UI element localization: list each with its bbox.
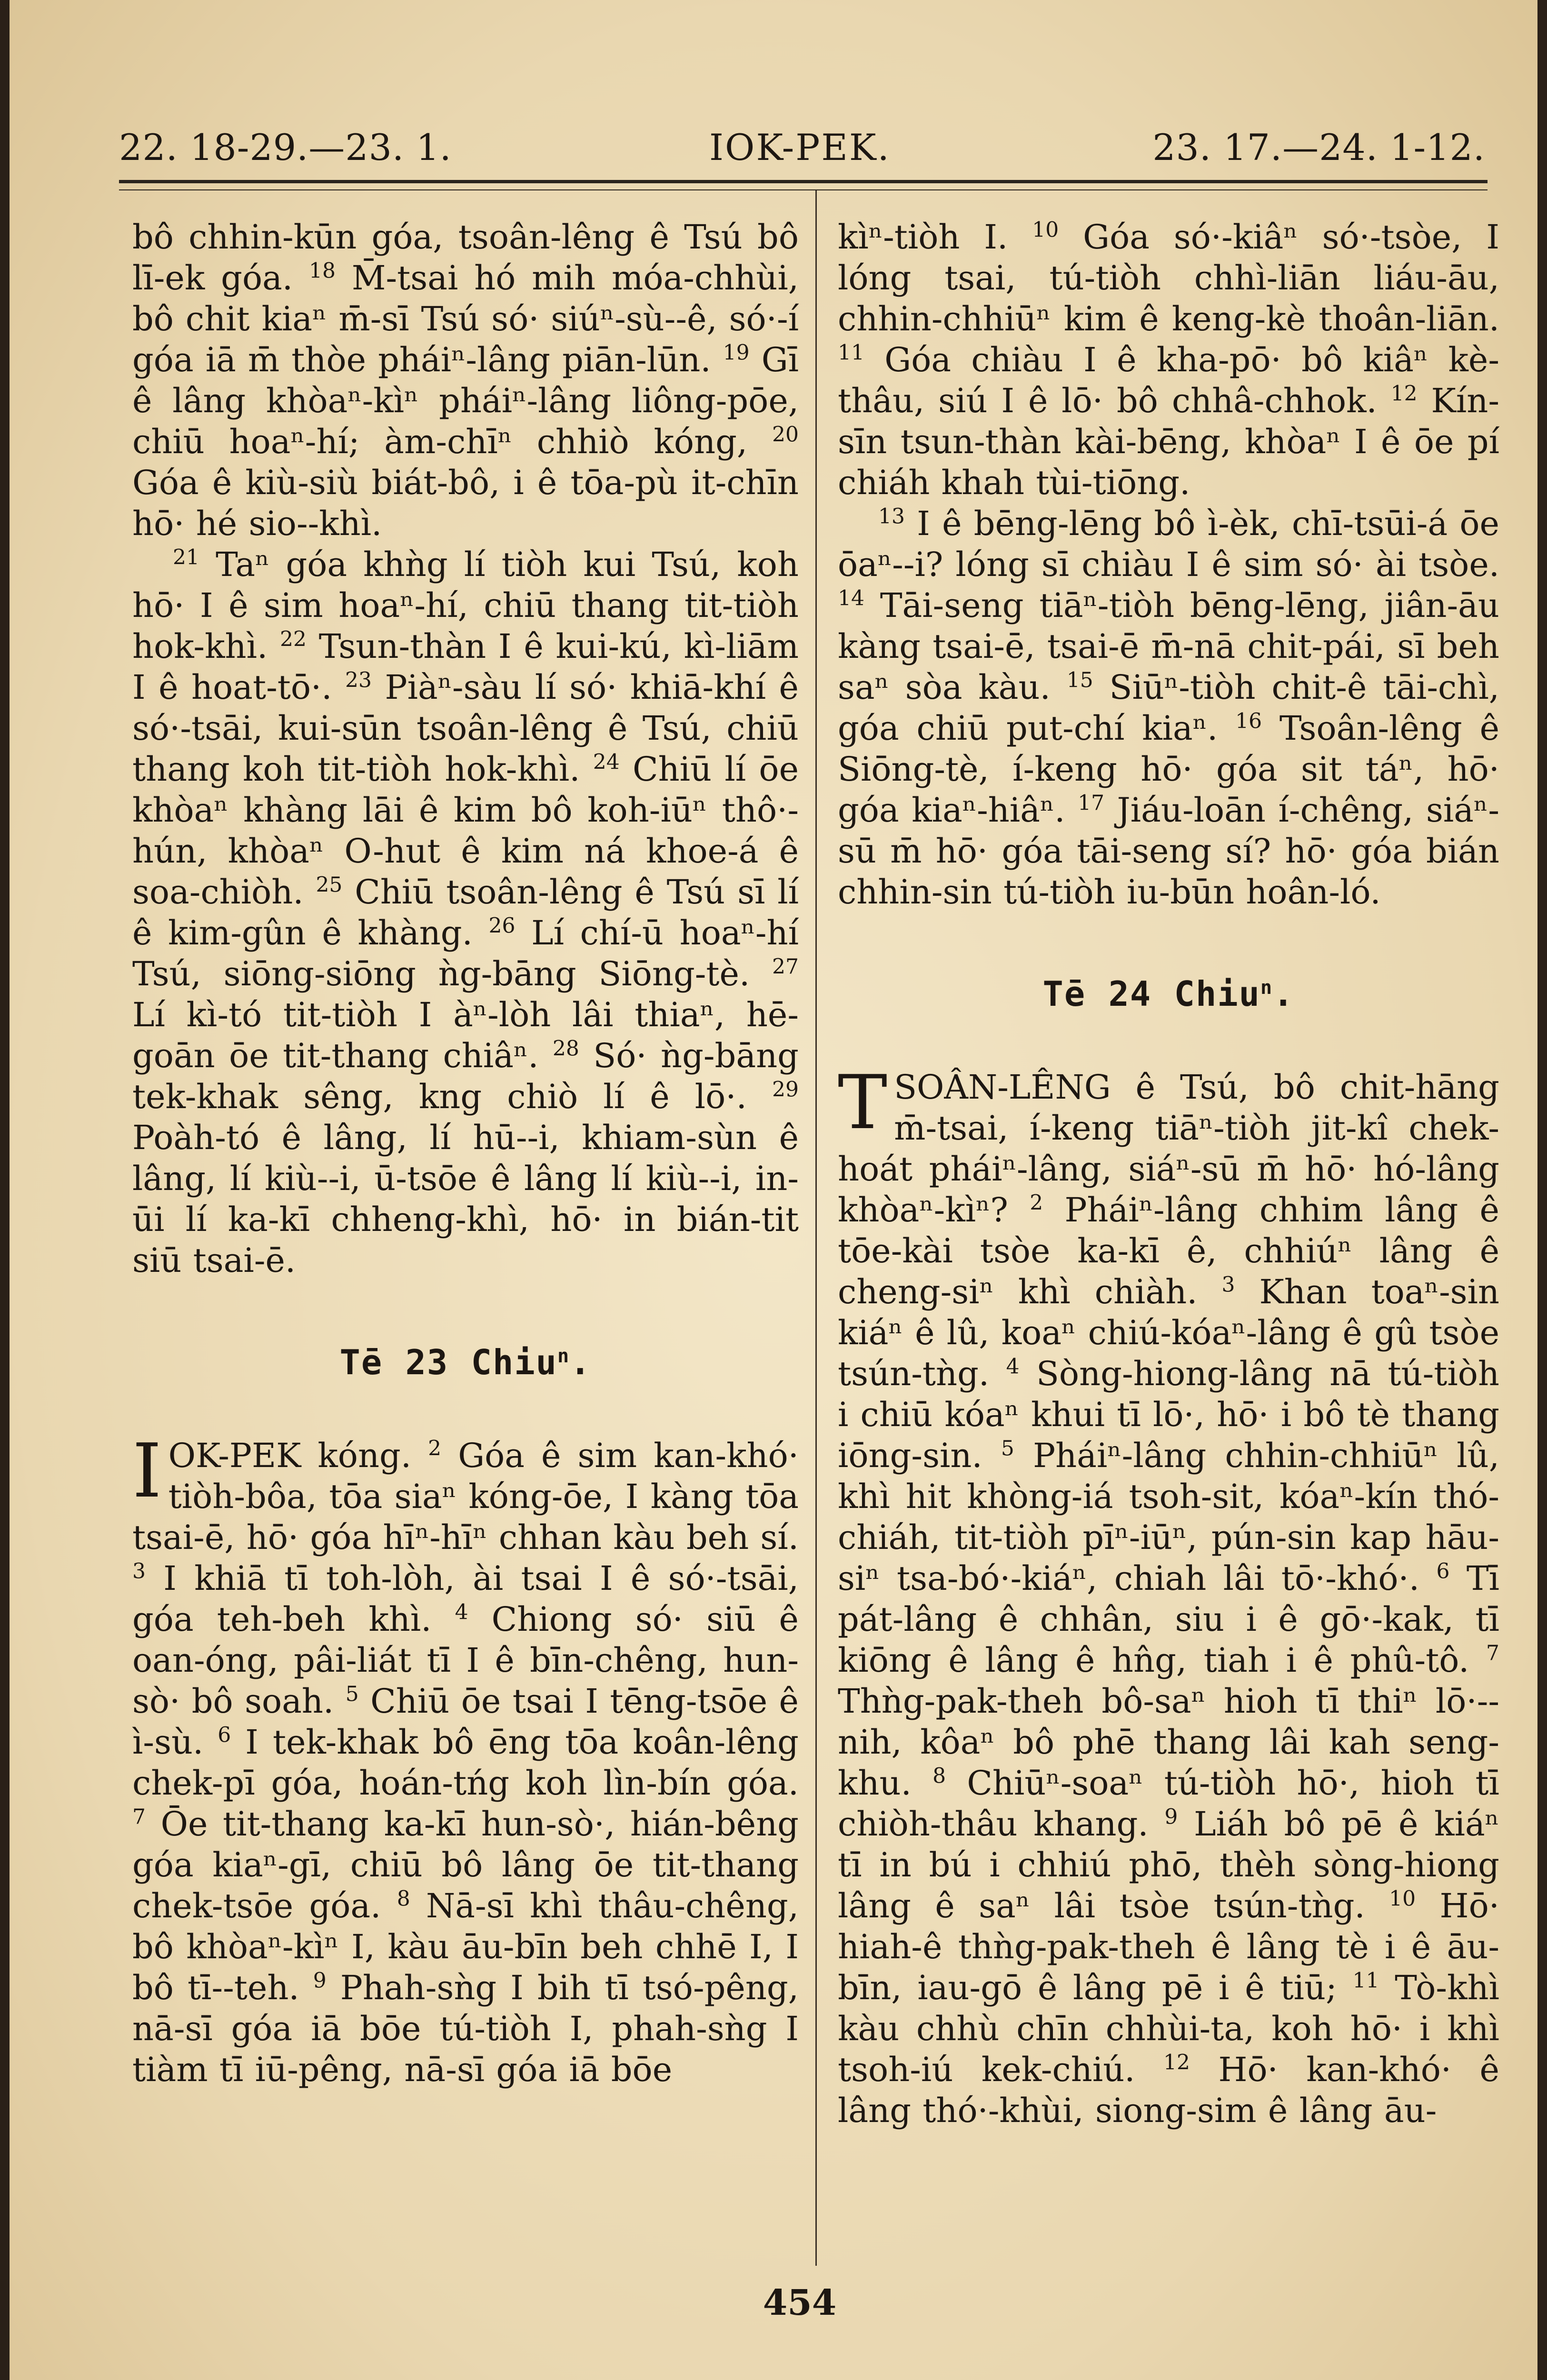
verse-number: 20: [772, 422, 799, 447]
verse-number: 9: [313, 1968, 327, 1993]
verse-text: Chiū tsoân-lêng ê Tsú sī lí ê kim-gûn ê khàng.: [132, 873, 799, 952]
verse-text: Kín-sīn tsun-thàn kài-bēng, khòaⁿ I ê ōe pí chiáh khah tùi-tiōng.: [838, 381, 1499, 502]
verse-text: Chiū lí ōe khòaⁿ khàng lāi ê kim bô koh-iūⁿ thô·-hún, khòaⁿ O-hut ê kim ná khoe-á ê soa-chiòh.: [132, 750, 799, 912]
verse-text: Tāi-seng tiāⁿ-tiòh bēng-lēng, jiân-āu kàng tsai-ē, tsai-ē m̄-nā chit-pái, sī beh saⁿ sòa kàu.: [838, 586, 1499, 707]
verse-number: 19: [723, 340, 750, 365]
header-rule-thin: [119, 189, 1488, 190]
verse-number: 10: [1032, 218, 1059, 242]
verse-number: 4: [455, 1600, 468, 1625]
running-head: [10, 126, 1537, 178]
verse-number: 29: [772, 1077, 799, 1102]
verse-number: 11: [1352, 1968, 1379, 1993]
paragraph: [838, 1059, 1499, 2131]
paragraph: [838, 217, 1499, 503]
left-column: [132, 217, 799, 2090]
paragraph: [132, 217, 799, 544]
header-rule-thick: [119, 180, 1488, 183]
verse-text: Sòng-hiong-lâng nā tú-tiòh i chiū kóaⁿ khui tī lō·, hō· i bô tè thang iōng-sin.: [838, 1354, 1499, 1475]
verse-number: 16: [1235, 709, 1262, 734]
verse-text: Tī pát-lâng ê chhân, siu i ê gō·-kak, tī kiōng ê lâng ê hn̂g, tiah i ê phû-tô.: [838, 1559, 1499, 1680]
paragraph: [838, 503, 1499, 912]
verse-text: Lí kì-tó tit-tiòh I àⁿ-lòh lâi thiaⁿ, hē-goān ōe tit-thang chiâⁿ.: [132, 995, 799, 1075]
page-number: 454: [763, 2282, 837, 2323]
verse-text: I ê bēng-lēng bô ì-èk, chī-tsūi-á ōe ōaⁿ--i? lóng sī chiàu I ê sim só· ài tsòe.: [838, 504, 1499, 584]
verse-number: 12: [1163, 2050, 1190, 2075]
verse-number: 13: [878, 504, 905, 529]
drop-cap: T: [838, 1059, 888, 1146]
verse-text: SOÂN-LÊNG ê Tsú, bô chit-hāng m̄-tsai, í-keng tiāⁿ-tiòh jit-kî chek-hoát pháiⁿ-lâng, siáⁿ-sū m̄ hō· hó-lâng khòaⁿ-kìⁿ?: [838, 1068, 1499, 1230]
chapter-heading-24: [838, 967, 1499, 1014]
verse-number: 26: [488, 913, 516, 938]
verse-number: 5: [345, 1682, 359, 1706]
verse-number: 23: [345, 668, 372, 693]
verse-text: I khiā tī toh-lòh, ài tsai I ê só·-tsāi, góa teh-beh khì.: [132, 1559, 799, 1639]
book-page: [10, 0, 1537, 2380]
verse-number: 3: [132, 1559, 146, 1584]
verse-number: 9: [1164, 1805, 1178, 1829]
running-head-left-ref: 22. 18-29.—23. 1.: [119, 126, 452, 169]
running-head-right-ref: 23. 17.—24. 1-12.: [1152, 126, 1485, 169]
verse-number: 8: [932, 1764, 946, 1788]
verse-text: Lí chí-ū hoaⁿ-hí Tsú, siōng-siōng ǹg-bāng Siōng-tè.: [132, 913, 799, 993]
verse-text: Nā-sī khì thâu-chêng, bô khòaⁿ-kìⁿ I, kàu āu-bīn beh chhē I, I bô tī--teh.: [132, 1886, 799, 2007]
verse-text: Poàh-tó ê lâng, lí hū--i, khiam-sùn ê lâng, lí kiù--i, ū-tsōe ê lâng lí kiù--i, in-ūi lí ka-kī chheng-khì, hō· in bián-tit siū tsai-ē.: [132, 1118, 799, 1280]
verse-text: Só· ǹg-bāng tek-khak sêng, kng chiò lí ê lō·.: [132, 1036, 799, 1116]
verse-text: Liáh bô pē ê kiáⁿ tī in bú i chhiú phō, thèh sòng-hiong lâng ê saⁿ lâi tsòe tsún-tǹg.: [838, 1805, 1499, 1925]
verse-text: Jiáu-loān í-chêng, siáⁿ-sū m̄ hō· góa tāi-seng sí? hō· góa bián chhin-sin tú-tiòh iu-būn hoân-ló.: [838, 791, 1499, 912]
verse-text: Pháiⁿ-lâng chhin-chhiūⁿ lû, khì hit khòng-iá tsoh-sit, kóaⁿ-kín thó-chiáh, tit-tiòh pīⁿ-iūⁿ, pún-sin kap hāu-siⁿ tsa-bó·-kiáⁿ, chiah lâi tō·-khó·.: [838, 1436, 1499, 1598]
verse-text: Chiong só· siū ê oan-óng, pâi-liát tī I ê bīn-chêng, hun-sò· bô soah.: [132, 1600, 799, 1721]
verse-text: Phah-sǹg I bih tī tsó-pêng, nā-sī góa iā bōe tú-tiòh I, phah-sǹg I tiàm tī iū-pêng, nā-sī góa iā bōe: [132, 1968, 799, 2089]
verse-text: Thǹg-pak-theh bô-saⁿ hioh tī thiⁿ lō·--nih, kôaⁿ bô phē thang lâi kah seng-khu.: [838, 1682, 1499, 1803]
verse-number: 2: [428, 1436, 442, 1461]
verse-text: Khan toaⁿ-sin kiáⁿ ê lû, koaⁿ chiú-kóaⁿ-lâng ê gû tsòe tsún-tǹg.: [838, 1272, 1499, 1393]
verse-text: Chiū ōe tsai I tēng-tsōe ê ì-sù.: [132, 1682, 799, 1762]
verse-text: Hō· hiah-ê thǹg-pak-theh ê lâng tè i ê āu-bīn, iau-gō ê lâng pē i ê tiū;: [838, 1886, 1499, 2007]
verse-text: Góa ê sim kan-khó· tiòh-bôa, tōa siaⁿ kóng-ōe, I kàng tōa tsai-ē, hō· góa hīⁿ-hīⁿ chhan kàu beh sí.: [132, 1436, 799, 1557]
verse-number: 24: [593, 750, 620, 774]
verse-text: bô chhin-kūn góa, tsoân-lêng ê Tsú bô lī-ek góa.: [132, 218, 799, 298]
chapter-heading-text: Tē 24 Chiu: [1042, 974, 1261, 1014]
chapter-heading-text: Tē 23 Chiu: [339, 1342, 558, 1382]
verse-text: Pháiⁿ-lâng chhim lâng ê tōe-kài tsòe ka-kī ê, chhiúⁿ lâng ê cheng-siⁿ khì chiàh.: [838, 1190, 1499, 1311]
verse-number: 6: [1436, 1559, 1450, 1584]
verse-number: 8: [397, 1886, 410, 1911]
column-divider: [815, 190, 817, 2266]
paragraph: [132, 544, 799, 1281]
chapter-heading-sup: n: [557, 1345, 570, 1367]
verse-text: Gī ê lâng khòaⁿ-kìⁿ pháiⁿ-lâng liông-pōe, chiū hoaⁿ-hí; àm-chīⁿ chhiò kóng,: [132, 340, 799, 461]
chapter-heading-sup: n: [1260, 977, 1273, 999]
verse-text: Tsoân-lêng ê Siōng-tè, í-keng hō· góa sit táⁿ, hō· góa kiaⁿ-hiâⁿ.: [838, 709, 1499, 830]
chapter-heading-23: [132, 1336, 799, 1383]
verse-number: 4: [1006, 1354, 1020, 1379]
verse-number: 11: [838, 340, 864, 365]
verse-text: Taⁿ góa khǹg lí tiòh kui Tsú, koh hō· I ê sim hoaⁿ-hí, chiū thang tit-tiòh hok-khì.: [132, 545, 799, 666]
chapter-heading-dot: .: [1273, 974, 1295, 1014]
verse-number: 27: [772, 954, 799, 979]
verse-text: Góa ê kiù-siù biát-bô, i ê tōa-pù it-chīn hō· hé sio--khì.: [132, 463, 799, 543]
verse-text: Góa chiàu I ê kha-pō· bô kiâⁿ kè-thâu, siú I ê lō· bô chhâ-chhok.: [838, 340, 1499, 420]
paragraph: [132, 1428, 799, 2090]
verse-number: 7: [132, 1805, 146, 1829]
verse-number: 18: [308, 258, 336, 283]
right-column: [838, 217, 1499, 2131]
verse-text: Tsun-thàn I ê kui-kú, kì-liām I ê hoat-tō·.: [132, 627, 799, 707]
verse-number: 3: [1221, 1272, 1235, 1297]
verse-text: kìⁿ-tiòh I.: [838, 218, 1008, 257]
verse-text: Hō· kan-khó· ê lâng thó·-khùi, siong-sim ê lâng āu-: [838, 2050, 1499, 2130]
verse-text: M̄-tsai hó mih móa-chhùi, bô chit kiaⁿ m̄-sī Tsú só· siúⁿ-sù--ê, só·-í góa iā m̄ thòe pháiⁿ-lâng piān-lūn.: [132, 258, 799, 379]
verse-number: 17: [1078, 791, 1105, 815]
verse-text: Ōe tit-thang ka-kī hun-sò·, hián-bêng góa kiaⁿ-gī, chiū bô lâng ōe tit-thang chek-tsōe góa.: [132, 1805, 799, 1925]
verse-text: OK-PEK kóng.: [168, 1436, 412, 1475]
verse-number: 25: [316, 873, 343, 897]
verse-number: 22: [280, 627, 307, 652]
verse-number: 12: [1390, 381, 1418, 406]
verse-text: Siūⁿ-tiòh chit-ê tāi-chì, góa chiū put-chí kiaⁿ.: [838, 668, 1499, 748]
running-head-title: IOK-PEK.: [709, 126, 891, 169]
verse-text: Góa só·-kiâⁿ só·-tsòe, I lóng tsai, tú-tiòh chhì-liān liáu-āu, chhin-chhiūⁿ kim ê keng-kè thoân-liān.: [838, 218, 1499, 338]
verse-text: Chiūⁿ-soaⁿ tú-tiòh hō·, hioh tī chiòh-thâu khang.: [838, 1764, 1499, 1844]
verse-number: 21: [173, 545, 199, 570]
verse-number: 6: [218, 1723, 231, 1747]
verse-number: 10: [1389, 1886, 1416, 1911]
verse-number: 28: [552, 1036, 579, 1061]
verse-text: Tò-khì kàu chhù chīn chhùi-ta, koh hō· i khì tsoh-iú kek-chiú.: [838, 1968, 1499, 2089]
chapter-heading-dot: .: [570, 1342, 592, 1382]
verse-text: Piàⁿ-sàu lí só· khiā-khí ê só·-tsāi, kui-sūn tsoân-lêng ê Tsú, chiū thang koh tit-tiòh hok-khì.: [132, 668, 799, 789]
verse-number: 7: [1486, 1641, 1499, 1666]
verse-number: 2: [1030, 1190, 1043, 1215]
verse-number: 14: [838, 586, 864, 611]
verse-number: 5: [1001, 1436, 1014, 1461]
verse-number: 15: [1066, 668, 1093, 693]
drop-cap: I: [132, 1428, 162, 1514]
verse-text: I tek-khak bô ēng tōa koân-lêng chek-pī góa, hoán-tńg koh lìn-bín góa.: [132, 1723, 799, 1803]
